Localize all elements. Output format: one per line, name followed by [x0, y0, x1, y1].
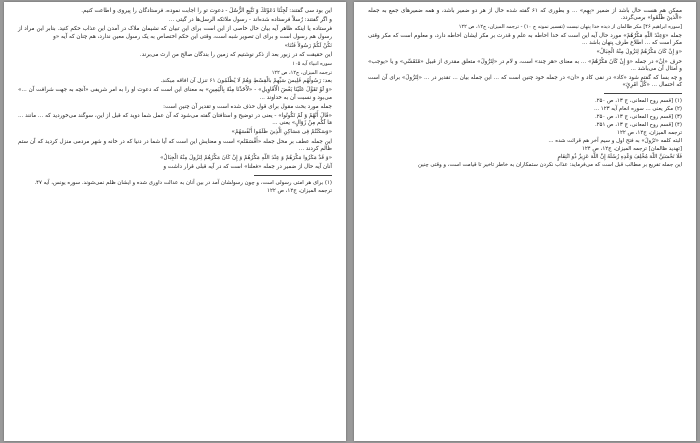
quran-verse: تَكُنْ لَكُمْ رَسُولاً فَتُنَا» — [284, 42, 332, 49]
paragraph: جمله مورد بحث مقول برای قول حذف شده است و تقدیر آن چنین است: — [163, 103, 332, 110]
paragraph: ممکن هم هست حال باشد از ضمیر «بِهِم» ... و بطوری که ۶۱ گفته شده حال از هر دو ضمیر باشد، و همه ضمیرهای جمع به جمله «الّذینَ ظَلَمُوا» برمی‌گردد. — [368, 8, 682, 22]
paragraph: «قَالَ أَنْهُمْ وَ لَمْ تَكُونُوا» - یعنی در توضیح و استافتان گفته می‌شود که آن عمل شما دوید که قبل از این، سوگند می‌خوردید که ... مانند ... مَا لَكُم مِنْ زَوَالٍ» یعنی ... — [18, 113, 332, 127]
footnote: [تهدید ظالمان] ترجمه المیزان، ج۱۲، ص ۱۲۴ — [581, 146, 682, 153]
footnote: ترجمه المیزان، ج۱۲، ص ۱۲۲ — [617, 130, 682, 137]
reference: [سوره ابراهیم ۴۶] مکر ظالمان از دیده خدا پنهان نیست (تفسیر نمونه ج ۱۰) - ترجمه المیزان، ج۱۲، ص ۱۲۲ — [458, 24, 682, 31]
right-page — [354, 2, 696, 441]
footnote: (۱) برای هر امتی رسولی است، و چون رسولشان آمد در بین آنان به عدالت داوری شده و ایشان ظلم نمی‌شوند. سوره یونس، آیه ۴۷. — [34, 180, 332, 187]
footnotes — [368, 98, 682, 169]
quran-verse: فَلَا تَحْسَبَنَّ اللّهَ مُخْلِفَ وَعْدِهِ رُسُلَهُ إِنَّ اللّهَ عَزِیزٌ ذُو انْتِقَامٍ — [557, 154, 682, 161]
quran-verse: «وَ قَدْ مَكَرُوا مَكْرَهُمْ وَ عِنْدَ اللّهِ مَكْرُهُمْ وَ إِنْ كَانَ مَكْرُهُمْ لِتَزُولَ مِنْهُ الْجِبَالُ» — [160, 155, 332, 162]
paragraph: این جمله عطف بر محل جمله «أَقْسَمْتُم» است و معنایش این است که آیا شما در دنیا که در خانه و شهر مردمی منزل کردید که آن ستم ظالم کردند ... — [18, 138, 332, 152]
reference: سوره انبیاء آیه ۱۰۵ — [292, 61, 332, 68]
paragraph: حرف «اِنْ» در جمله «وَ إِنْ كَانَ مَكْرُهُمْ» ... به معنای «هر چند» است، و لام در «لِتَزُولَ» متعلق مقدری از قبیل «مُتَقَسِّي» و یا «یوجب» و امثال آن می‌باشد ... — [368, 58, 682, 72]
right-page-column — [368, 8, 682, 435]
paragraph: فرستاده یا اینکه ظاهر آیه بیان حال خاصی از این است برای این تبیان که نشیمان ملاک در آمدن این عذاب حکم کنید. بنابر این مراد از رسول هم رسول است و برای ان تصویر شبه است، وقتی این حکم اختصاص به یک رسول معین ندارد، هم چنان که آیه «و — [18, 26, 332, 40]
footnote: البته کلمه «تَزُولَ» به فتح اول و سیم آخر هم قرائت شده ... — [548, 138, 682, 145]
footnote: (۱) [قسم روح المعانی، ج ۱۳، ص ۲۵۰. — [594, 98, 682, 105]
quran-verse: بعد: رَسُولُهُم قَلِیسَ سَیِّهِمْ بالْقِسْطِ وَهُمْ لَا یُظْلَمُونَ ۶۱ تنزل آن افاقه میکند. — [160, 78, 332, 85]
paragraph: آنان آیه حال از ضمیر در جمله «فعلنا» است که در آیه قبلی قرار داشت و — [163, 164, 332, 171]
footnote: ترجمه المیزان، ج۱۲، ص ۱۲۲ — [267, 188, 332, 195]
footnote: (۲) مکر یعنی ... سوره انعام آیه ۱۲۳ ... — [593, 106, 682, 113]
paragraph: و اگر گفتند: رُسلاً فرستاده شده‌اند - رسول ملائکه الرسل‌ها در گیتی ... — [168, 17, 332, 24]
quran-verse: «وَسَكَنْتُمْ فِی مَسَاكِنِ الَّذِینَ ظَلَمُوا أَنْفُسَهُمْ» — [231, 129, 332, 136]
paragraph: این حقیقت که در زبور بعد از ذکر نوشتیم که زمین را بندگان صالح من ارث می‌برند. — [139, 52, 332, 59]
footnotes — [18, 180, 332, 195]
footnote-divider — [604, 93, 682, 94]
left-page-column — [18, 8, 332, 435]
paragraph: جمله «وَعِنْدَ اللّهِ مَكْرُهُمْ» مورد حال آیه این است که خدا احاطه به علم و قدرت بر مکر ایشان احاطه دارد، و معلوم است که مکر وقتی مکر است که ... اطلاع طرف پنهان باشد ... — [368, 32, 682, 47]
reference: ترجمه المیزان، ج۱۲، ص ۱۲۲ — [271, 69, 332, 76]
footnote: این جمله تفریع بر مطالب قبل است که می‌فرماید: عذاب نکردن ستمکاران به خاطر تاخیر تا قیامت است، و وقتی چنین — [418, 162, 682, 169]
quran-verse: «وَ إِنْ كَانَ مَكْرُهُمْ لِتَزُولَ مِنْهُ الْجِبَالُ» — [596, 49, 682, 56]
footnote: (۴) [قسم روح المعانی، ج ۱۳، ص ۲۵۱. — [594, 122, 682, 129]
footnote-divider — [254, 175, 332, 176]
left-page — [4, 2, 346, 441]
paragraph: و چه بسا که گفته شود «کاد» در نفی کاد و «ان» در جمله خود چنین است که ... این جمله بیان ... تقدیر در ... «لِتَزُولَ» برای آن است که احتمال ... «كُلُّ امْرِئٍ» — [368, 74, 682, 89]
paragraph: «وَ لَوْ تَقَوَّلَ عَلَیْنَا بَعْضَ الْأَقَاوِیلِ» - «لَأَخَذْنَا مِنْهُ بِالْیَمِینِ» به معنای این است که دعوت او را به امر شریفی «آنچه به جهت شرافت آن ...» می‌بود و نسبت آن به خداوند ... — [18, 87, 332, 101]
footnote: (۳) [قسم روح المعانی، ج ۱۳، ص ۲۵۰. — [594, 114, 682, 121]
paragraph: این بود سی گفتند: لَجِئْنَا دَعَوْتَكَ وَ نَتَّبِعِ الرُّسُلَ - دعوت تو را اجابت نموده، فرستادگان را پیروی و اطاعت کنیم. — [81, 8, 332, 14]
